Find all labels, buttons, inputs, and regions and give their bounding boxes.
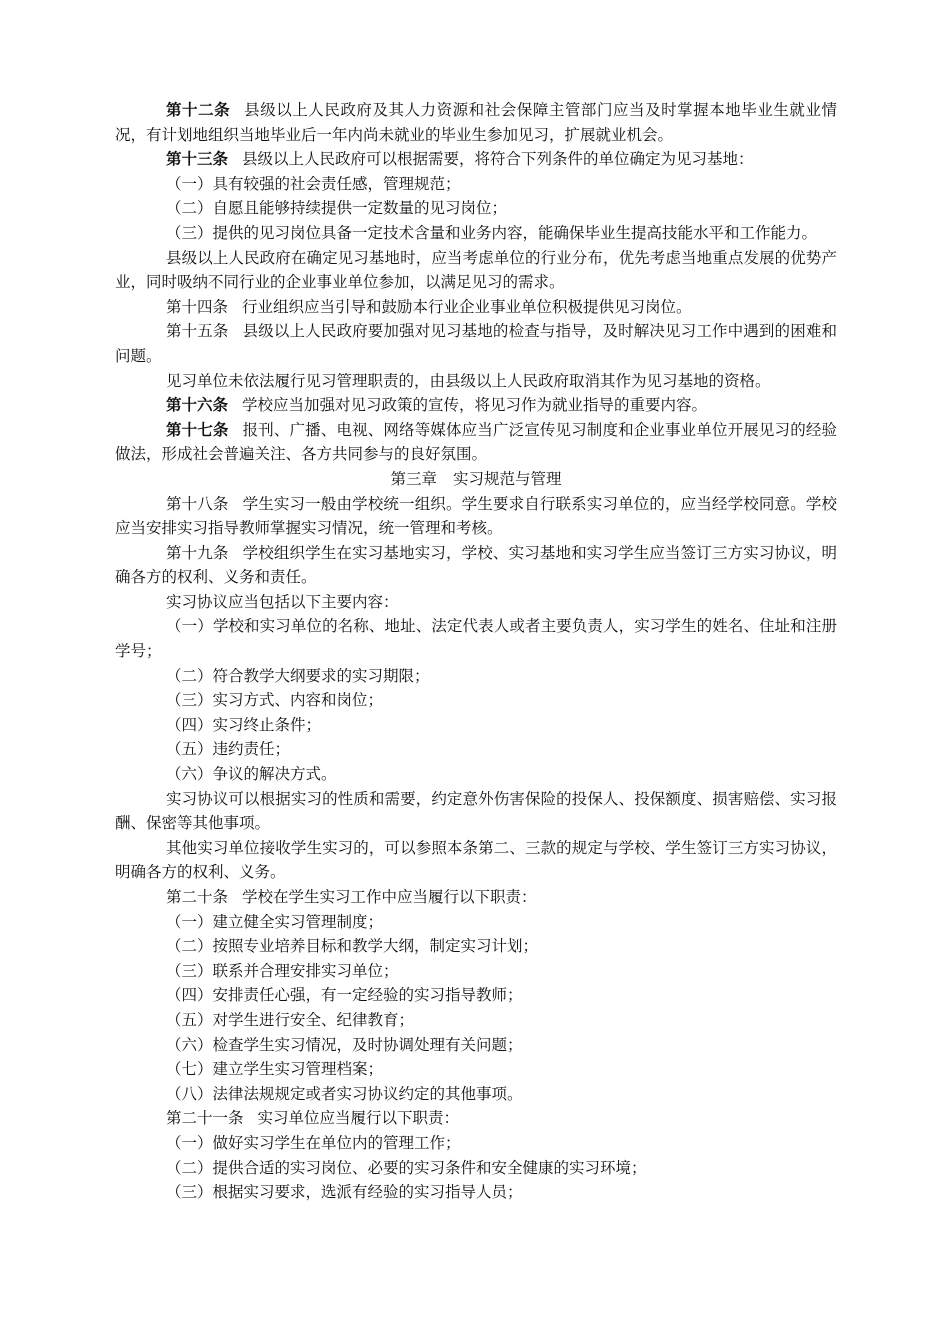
paragraph [115, 369, 837, 394]
paragraph-text: （二）自愿且能够持续提供一定数量的见习岗位； [166, 199, 508, 218]
paragraph [115, 1033, 837, 1058]
paragraph-text: （三）根据实习要求，选派有经验的实习指导人员； [166, 1183, 523, 1202]
paragraph [115, 541, 837, 590]
paragraph-text: 学校在学生实习工作中应当履行以下职责： [242, 888, 537, 906]
paragraph [115, 98, 837, 147]
article-number: 第十三条 [166, 149, 229, 169]
paragraph [115, 319, 837, 368]
paragraph-text: 县级以上人民政府及其人力资源和社会保障主管部门应当及时掌握本地毕业生就业情况，有计划地组织当地毕业后一年内尚未就业的毕业生参加见习，扩展就业机会。 [115, 101, 837, 144]
paragraph [115, 688, 837, 713]
paragraph-text: （四）安排责任心强，有一定经验的实习指导教师； [166, 986, 523, 1005]
paragraph-text: （五）对学生进行安全、纪律教育； [166, 1010, 415, 1029]
paragraph [115, 1008, 837, 1033]
paragraph-text: （一）做好实习学生在单位内的管理工作； [166, 1133, 461, 1152]
paragraph [115, 590, 837, 615]
paragraph-text: 实习单位应当履行以下职责： [257, 1109, 460, 1128]
paragraph [115, 910, 837, 935]
paragraph [115, 1106, 837, 1131]
paragraph [115, 492, 837, 541]
paragraph [115, 1131, 837, 1156]
paragraph [115, 1180, 837, 1205]
paragraph [115, 196, 837, 221]
chapter-heading [115, 467, 837, 492]
article-number: 第十九条 [166, 543, 229, 562]
chapter-number: 第三章 [390, 469, 437, 488]
chapter-title: 实习规范与管理 [453, 469, 562, 488]
paragraph [115, 418, 837, 467]
paragraph-text: 实习协议可以根据实习的性质和需要，约定意外伤害保险的投保人、投保额度、损害赔偿、实习报酬、保密等其他事项。 [115, 789, 837, 833]
paragraph-text: （一）建立健全实习管理制度； [166, 912, 384, 931]
paragraph [115, 614, 837, 663]
paragraph-text: 学校组织学生在实习基地实习，学校、实习基地和实习学生应当签订三方实习协议，明确各方的权利、义务和责任。 [115, 543, 837, 587]
paragraph [115, 1082, 837, 1107]
paragraph-text: （三）联系并合理安排实习单位； [166, 961, 399, 980]
paragraph [115, 983, 837, 1008]
section-jianxi [115, 98, 837, 467]
section-shixi [115, 492, 837, 1205]
article-number: 第十五条 [166, 322, 229, 341]
paragraph-text: （二）符合教学大纲要求的实习期限； [166, 666, 430, 685]
paragraph-text: （三）提供的见习岗位具备一定技术含量和业务内容，能确保毕业生提高技能水平和工作能力。 [166, 223, 818, 242]
paragraph-text: （一）学校和实习单位的名称、地址、法定代表人或者主要负责人，实习学生的姓名、住址和注册学号； [115, 617, 837, 661]
paragraph-text: （一）具有较强的社会责任感，管理规范； [166, 174, 461, 193]
paragraph [115, 737, 837, 762]
paragraph-text: （六）争议的解决方式。 [166, 765, 337, 784]
article-number: 第二十一条 [166, 1109, 244, 1128]
paragraph-text: （二）提供合适的实习岗位、必要的实习条件和安全健康的实习环境； [166, 1158, 647, 1177]
paragraph-text: （六）检查学生实习情况，及时协调处理有关问题； [166, 1035, 523, 1054]
paragraph [115, 762, 837, 787]
paragraph [115, 836, 837, 885]
article-number: 第十八条 [166, 494, 229, 513]
paragraph [115, 295, 837, 320]
paragraph [115, 787, 837, 836]
paragraph [115, 885, 837, 910]
article-number: 第十六条 [166, 395, 229, 415]
paragraph-text: 县级以上人民政府要加强对见习基地的检查与指导，及时解决见习工作中遇到的困难和问题。 [115, 322, 837, 365]
paragraph-text: 学校应当加强对见习政策的宣传，将见习作为就业指导的重要内容。 [242, 396, 708, 415]
paragraph-text: 县级以上人民政府在确定见习基地时，应当考虑单位的行业分布，优先考虑当地重点发展的优势产业，同时吸纳不同行业的企业事业单位参加，以满足见习的需求。 [115, 248, 837, 292]
paragraph-text: 其他实习单位接收学生实习的，可以参照本条第二、三款的规定与学校、学生签订三方实习协议，明确各方的权利、义务。 [115, 838, 837, 882]
paragraph [115, 934, 837, 959]
paragraph [115, 959, 837, 984]
paragraph [115, 664, 837, 689]
paragraph-text: （七）建立学生实习管理档案； [166, 1060, 384, 1079]
article-number: 第二十条 [166, 888, 229, 906]
paragraph-text: （八）法律法规规定或者实习协议约定的其他事项。 [166, 1084, 523, 1103]
paragraph-text: 实习协议应当包括以下主要内容： [166, 592, 399, 611]
paragraph [115, 147, 837, 172]
paragraph-text: 学生实习一般由学校统一组织。学生要求自行联系实习单位的，应当经学校同意。学校应当安排实习指导教师掌握实习情况，统一管理和考核。 [115, 494, 837, 538]
article-number: 第十四条 [166, 297, 229, 316]
paragraph-text: （三）实习方式、内容和岗位； [166, 691, 384, 710]
paragraph-text: 县级以上人民政府可以根据需要，将符合下列条件的单位确定为见习基地： [242, 150, 754, 169]
paragraph-text: （二）按照专业培养目标和教学大纲，制定实习计划； [166, 937, 539, 956]
paragraph-text: 报刊、广播、电视、网络等媒体应当广泛宣传见习制度和企业事业单位开展见习的经验做法，形成社会普遍关注、各方共同参与的良好氛围。 [115, 420, 837, 464]
document-page [115, 98, 837, 1205]
paragraph [115, 713, 837, 738]
paragraph-text: （四）实习终止条件； [166, 715, 322, 734]
paragraph-text: 见习单位未依法履行见习管理职责的，由县级以上人民政府取消其作为见习基地的资格。 [166, 371, 771, 390]
paragraph-text: （五）违约责任； [166, 740, 291, 759]
paragraph [115, 393, 837, 418]
article-number: 第十七条 [166, 419, 229, 439]
paragraph [115, 1156, 837, 1181]
paragraph-text: 行业组织应当引导和鼓励本行业企业事业单位积极提供见习岗位。 [242, 297, 692, 316]
paragraph [115, 246, 837, 295]
article-number: 第十二条 [166, 100, 231, 119]
paragraph [115, 1057, 837, 1082]
paragraph [115, 172, 837, 197]
paragraph [115, 221, 837, 246]
